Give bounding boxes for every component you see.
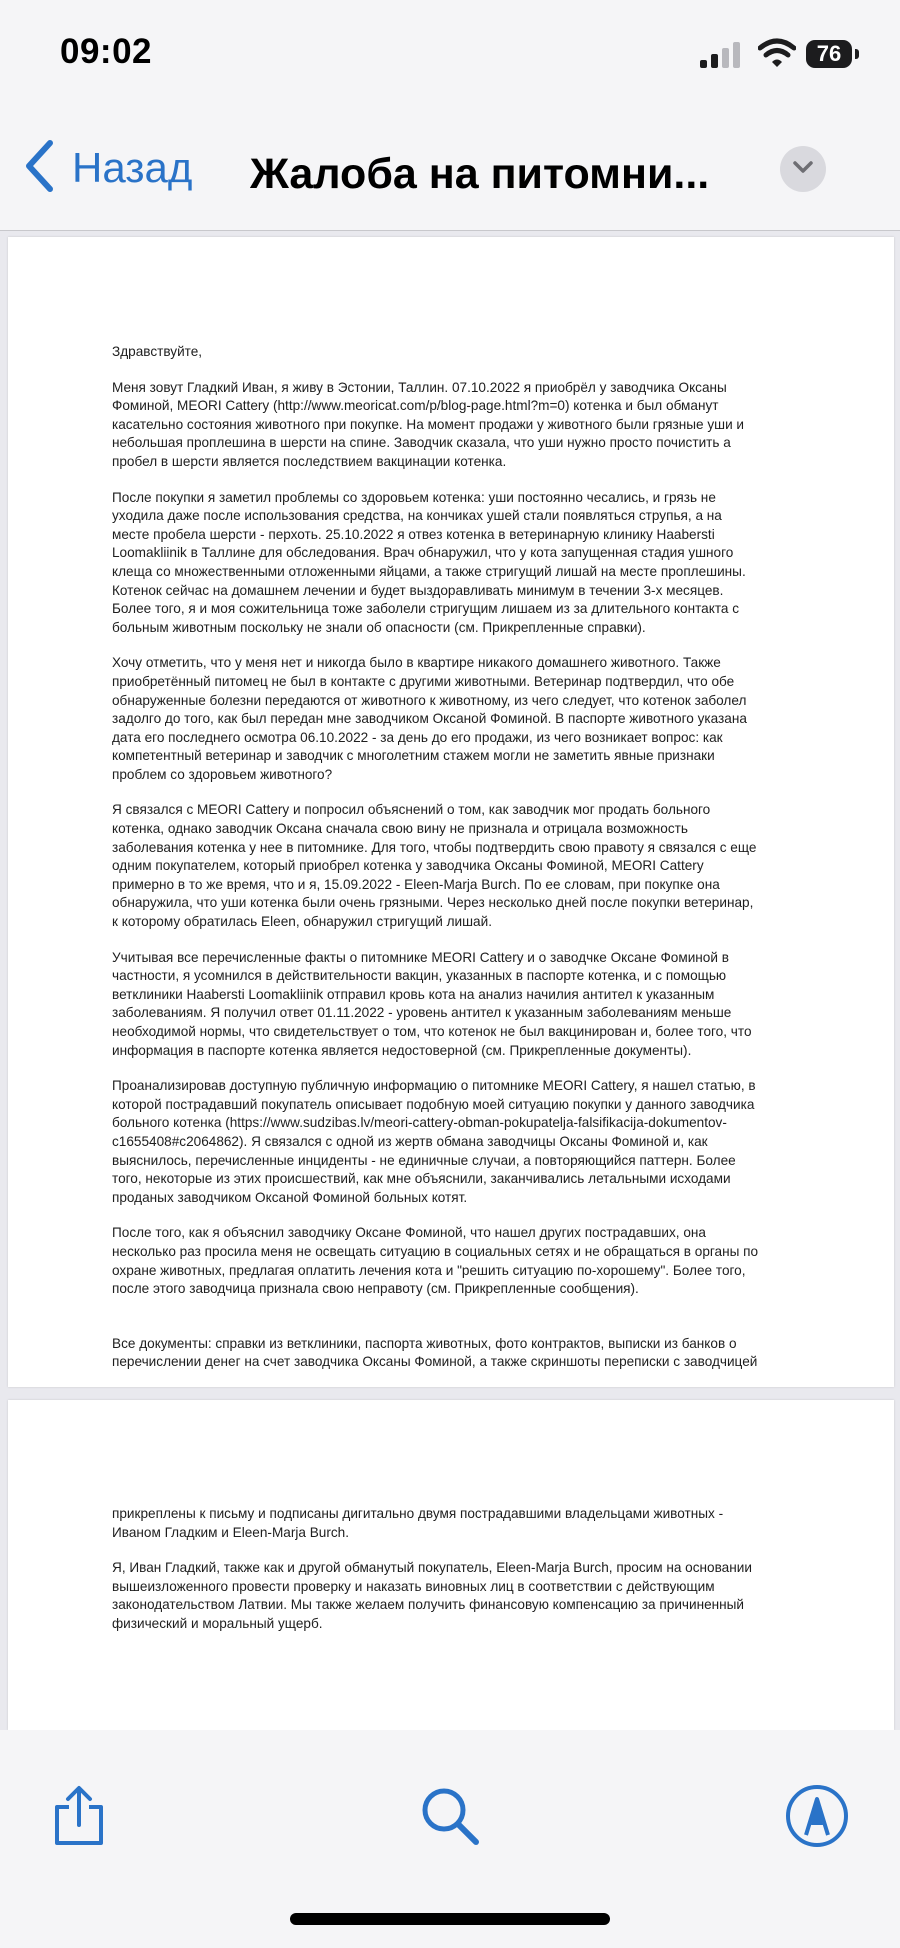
greeting: Здравствуйте,	[112, 344, 203, 359]
back-button[interactable]	[24, 138, 192, 198]
battery-tip	[855, 49, 859, 59]
page-2-text	[112, 1505, 762, 1651]
status-bar	[0, 0, 900, 110]
paragraph-request: Я, Иван Гладкий, также как и другой обманутый покупатель, Eleen-Marja Burch, просим на основании вышеизложенного провести проверку и наказать виновных лиц в соответствии с действующим законодательством Латвии. Мы также желаем получить финансовую компенсацию за причиненный физический и моральный ущерб.	[112, 1560, 752, 1631]
markup-button[interactable]	[781, 1782, 853, 1854]
battery-icon: 76	[806, 40, 852, 68]
paragraph-attached: прикреплены к письму и подписаны дигитально двумя пострадавшими владельцами животных - Иваном Гладким и Eleen-Marja Burch.	[112, 1506, 724, 1540]
paragraph-vaccine-test: Учитывая все перечисленные факты о питомнике MEORI Cattery и о заводчке Оксане Фоминой в частности, я усомнился в действительности вакцин, указанных в паспорте котенка, и с помощью ветклиники Haabersti Loomakliinik отправил кровь кота на анализ начилия антител к указанным заболеваниям. Я получил ответ 01.11.2022 - уровень антител к указанным заболеваниям меньше необходимой нормы, что свидетельствует о том, что котенок не был вакцинирован и, более того, что информация в паспорте котенка является недостоверной (см. Прикрепленные документы).	[112, 949, 752, 1058]
share-icon	[49, 1785, 109, 1852]
paragraph-no-other-pets: Хочу отметить, что у меня нет и никогда было в квартире никакого домашнего животного. Также приобретённый питомец не был в контакте с другими животными. Ветеринар подтвердил, что обе обнаруженные болезни передаются от животного к животному, из чего следует, что котенок заболел задолго до того, как был передан мне заводчиком Оксаной Фоминой. В паспорте животного указана дата его последнего осмотра 06.10.2022 - за день до его продажи, из чего возникает вопрос: как компетентный ветеринар и заводчик с многолетним стажем могли не заметить явные признаки проблем со здоровьем животного?	[112, 655, 747, 782]
chevron-left-icon	[24, 139, 54, 198]
search-icon	[418, 1784, 482, 1853]
share-button[interactable]	[43, 1782, 115, 1854]
paragraph-breeder-response: После того, как я объяснил заводчику Оксане Фоминой, что нашел других пострадавших, она несколько раз просила меня не освещать ситуацию в социальных сетях и не обращаться в органы по охране животных, предлагая оплатить лечения кота и "решить ситуацию по-хорошему". Более того, после этого заводчица признала свою неправоту (см. Прикрепленные сообщения).	[112, 1225, 759, 1297]
document-page-2[interactable]	[8, 1400, 894, 1730]
document-title: Жалоба на питомни...	[250, 150, 710, 198]
page-1-text	[112, 343, 762, 1389]
document-page-1[interactable]	[8, 237, 894, 1387]
paragraph-contact-cattery: Я связался с MEORI Cattery и попросил объяснений о том, как заводчик мог продать больного котенка, однако заводчик Оксана сначала свою вину не признала и отрицала возможность заболевания котенка у нее в питомнике. Для того, чтобы подтвердить свою правоту я связался с еще одним покупателем, который приобрел котенка у заводчика Оксаны Фоминой, MEORI Cattery примерно в то же время, что и я, 15.09.2022 - Eleen-Marja Burch. По ее словам, при покупке она обнаружила, что уши котенка были очень грязными. Через несколько дней после покупки ветеринар, к которому обратилась Eleen, обнаружил стригущий лишай.	[112, 802, 757, 930]
paragraph-health-problems: После покупки я заметил проблемы со здоровьем котенка: уши постоянно чесались, и грязь не уходила даже после использования средства, на кончиках ушей стали появляться струпья, а на месте пробела шерсти - перхоть. 25.10.2022 я отвез котенка в ветеринарную клинику Haabersti Loomakliinik в Таллине для обследования. Врач обнаружил, что у кота запущенная стадия ушного клеща со множественными отложенными яйцами, а также стригущий лишай на месте проплешины. Котенок сейчас на домашнем лечении и будет выздоравливать минимум в течении 3-х месяцев. Более того, я и моя сожительница тоже заболели стригущим лишаем из за длительного контакта с больным животным поскольку не знали об опасности (см. Прикрепленные справки).	[112, 489, 746, 635]
navigation-bar	[0, 110, 900, 231]
search-button[interactable]	[414, 1782, 486, 1854]
paragraph-documents: Все документы: справки из ветклиники, паспорта животных, фото контрактов, выписки из банков о перечислении денег на счет заводчика Оксаны Фоминой, а также скриншоты переписки с заводчицей	[112, 1335, 758, 1370]
paragraph-intro: Меня зовут Гладкий Иван, я живу в Эстонии, Таллин. 07.10.2022 я приобрёл у заводчика Оксаны Фоминой, MEORI Cattery (http://www.meoricat.com/p/blog-page.html?m=0) котенка и был обманут касательно состояния животного при покупке. На момент продажи у животного были грязные уши и небольшая проплешина в шерсти на спине. Заводчик сказала, что уши нужно просто почистить а пробел в шерсти является последствием вакцинации котенка.	[112, 379, 745, 469]
cellular-signal-icon	[700, 42, 744, 73]
chevron-down-icon	[792, 160, 814, 179]
wifi-icon	[758, 38, 796, 73]
markup-pen-icon	[784, 1783, 850, 1854]
title-menu-button[interactable]	[780, 146, 826, 192]
status-time: 09:02	[60, 32, 153, 71]
paragraph-public-info: Проанализировав доступную публичную информацию о питомнике MEORI Cattery, я нашел статью, в которой пострадавший покупатель описывает подобную моей ситуацию покупки у данного заводчика больного котенка (https://www.sudzibas.lv/meori-cattery-obman-pokupatelja-falsifikacija-dokumentov-c1655408#c2064862). Я связался с одной из жертв обмана заводчицы Оксаны Фоминой и, как выяснилось, перечисленные инциденты - не единичные случаи, а повторяющийся паттерн. Более того, некоторые из этих происшествий, как мне объяснили, заканчивались летальными исходами проданых заводчиком Оксаной Фоминой больных котят.	[112, 1078, 756, 1205]
back-label: Назад	[72, 144, 193, 191]
home-indicator[interactable]	[290, 1913, 610, 1925]
